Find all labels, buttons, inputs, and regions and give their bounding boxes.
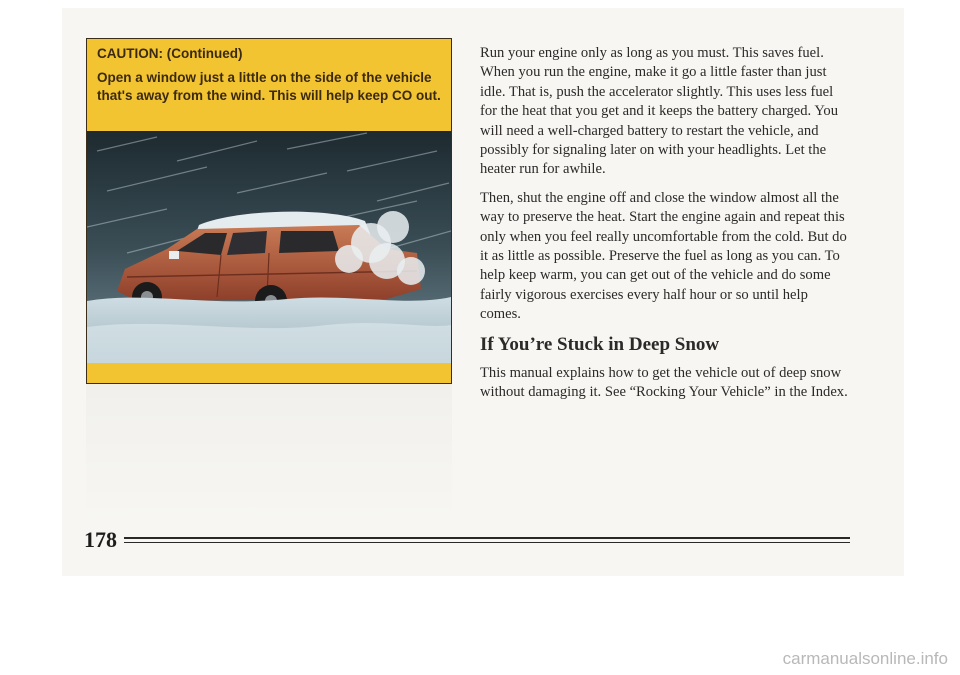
footer-rule [124, 537, 850, 539]
section-heading: If You’re Stuck in Deep Snow [480, 333, 720, 355]
footer-rule-thin [124, 542, 850, 543]
faded-blank-area [86, 384, 452, 524]
paragraph-shut-engine: Then, shut the engine off and close the window almost all the way to preserve the heat. Start the engine again and repeat this only when you feel really uncomfortable from the cold. But do it as little as possible. Preserve the fuel as long as you can. To help keep warm, you can get out of the vehicle and do some fairly vigorous exercises every half hour or so until help comes. [480, 189, 847, 323]
car-in-snow-illustration [87, 131, 451, 363]
caution-text [97, 45, 443, 105]
page-number: 178 [84, 527, 117, 552]
caution-box [86, 38, 452, 384]
body-text-column [480, 44, 850, 412]
paragraph-deep-snow: This manual explains how to get the vehicle out of deep snow without damaging it. See “Rocking Your Vehicle” in the Index. [480, 364, 848, 401]
caution-body: Open a window just a little on the side of the vehicle that's away from the wind. This will help keep CO out. [97, 70, 441, 103]
page-footer [84, 526, 850, 554]
site-watermark: carmanualsonline.info [782, 649, 948, 668]
paragraph-run-engine: Run your engine only as long as you must. This saves fuel. When you run the engine, make it go a little faster than just idle. That is, push the accelerator slightly. This uses less fuel for the heat that you get and it keeps the battery charged. You will need a well-charged battery to restart the vehicle, and possibly for signaling later on with your headlights. Let the heater run for awhile. [480, 45, 838, 178]
caution-heading: CAUTION: (Continued) [97, 46, 243, 61]
